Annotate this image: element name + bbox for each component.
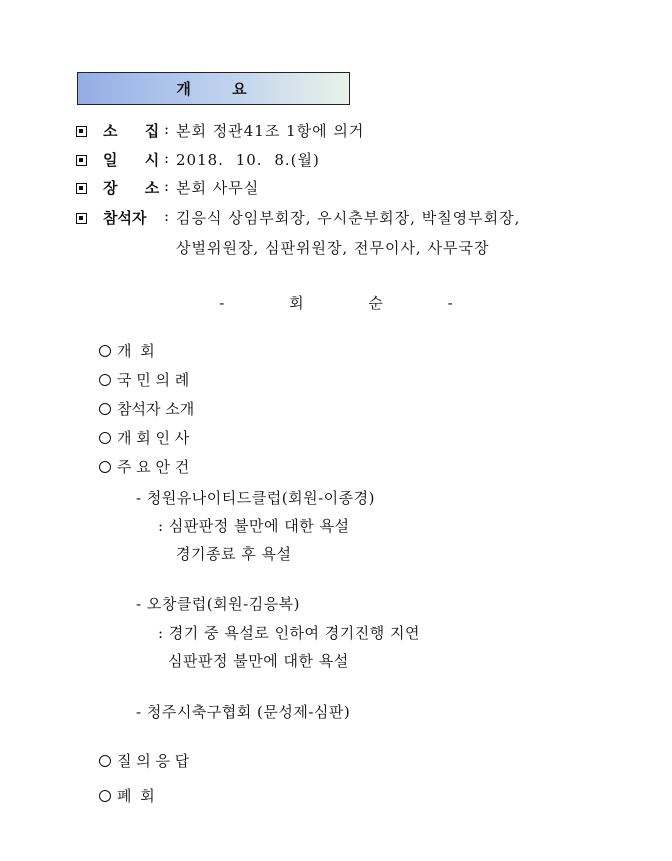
circle-bullet-icon (99, 790, 111, 802)
sub-topic-line: 경기종료 후 욕설 (176, 545, 292, 563)
overview-colon: : (164, 120, 170, 138)
overview-colon: : (164, 177, 170, 195)
square-bullet-icon (76, 126, 87, 137)
overview-value-attendees-cont: 상벌위원장, 심판위원장, 전무이사, 사무국장 (176, 239, 490, 257)
overview-value-datetime: 2018. 10. 8.(월) (176, 151, 320, 169)
sub-topic-title: - 오창클럽(회원-김응복) (136, 595, 301, 613)
agenda-item-main-topics: 주 요 안 건 (117, 458, 190, 476)
overview-colon: : (164, 207, 170, 225)
agenda-item-pledge: 국 민 의 례 (117, 371, 190, 389)
square-bullet-icon (76, 155, 87, 166)
overview-label-convene: 소 집 (103, 122, 164, 140)
overview-value-place: 본회 사무실 (176, 179, 260, 197)
square-bullet-icon (76, 213, 87, 224)
overview-value-attendees: 김응식 상임부회장, 우시춘부회장, 박칠영부회장, (176, 209, 521, 227)
circle-bullet-icon (99, 755, 111, 767)
agenda-heading (0, 292, 672, 313)
overview-value-convene: 본회 정관41조 1항에 의거 (176, 122, 365, 140)
agenda-item-qa: 질 의 응 답 (117, 752, 190, 770)
agenda-item-greeting: 개 회 인 사 (117, 429, 190, 447)
sub-topic-title: - 청원유나이티드클럽(회원-이종경) (136, 489, 375, 507)
sub-topic-line: : 경기 중 욕설로 인하여 경기진행 지연 (158, 624, 421, 642)
overview-label-attendees: 참석자 (103, 209, 147, 227)
circle-bullet-icon (99, 432, 111, 444)
agenda-heading-text: - 회 순 - (219, 294, 453, 312)
circle-bullet-icon (99, 374, 111, 386)
agenda-item-introductions: 참석자 소개 (117, 400, 195, 418)
overview-label-place: 장 소 (103, 179, 164, 197)
agenda-item-opening: 개 회 (117, 342, 155, 360)
sub-topic-line: 심판판정 불만에 대한 욕설 (168, 652, 349, 670)
sub-topic-title: - 청주시축구협회 (문성제-심판) (136, 703, 351, 721)
overview-title: 개 요 (176, 80, 251, 98)
circle-bullet-icon (99, 461, 111, 473)
overview-label-datetime: 일 시 (103, 151, 164, 169)
square-bullet-icon (76, 183, 87, 194)
overview-title-box (77, 72, 350, 105)
overview-colon: : (164, 149, 170, 167)
circle-bullet-icon (99, 345, 111, 357)
agenda-item-closing: 폐 회 (117, 787, 155, 805)
sub-topic-line: : 심판판정 불만에 대한 욕설 (158, 517, 350, 535)
circle-bullet-icon (99, 403, 111, 415)
